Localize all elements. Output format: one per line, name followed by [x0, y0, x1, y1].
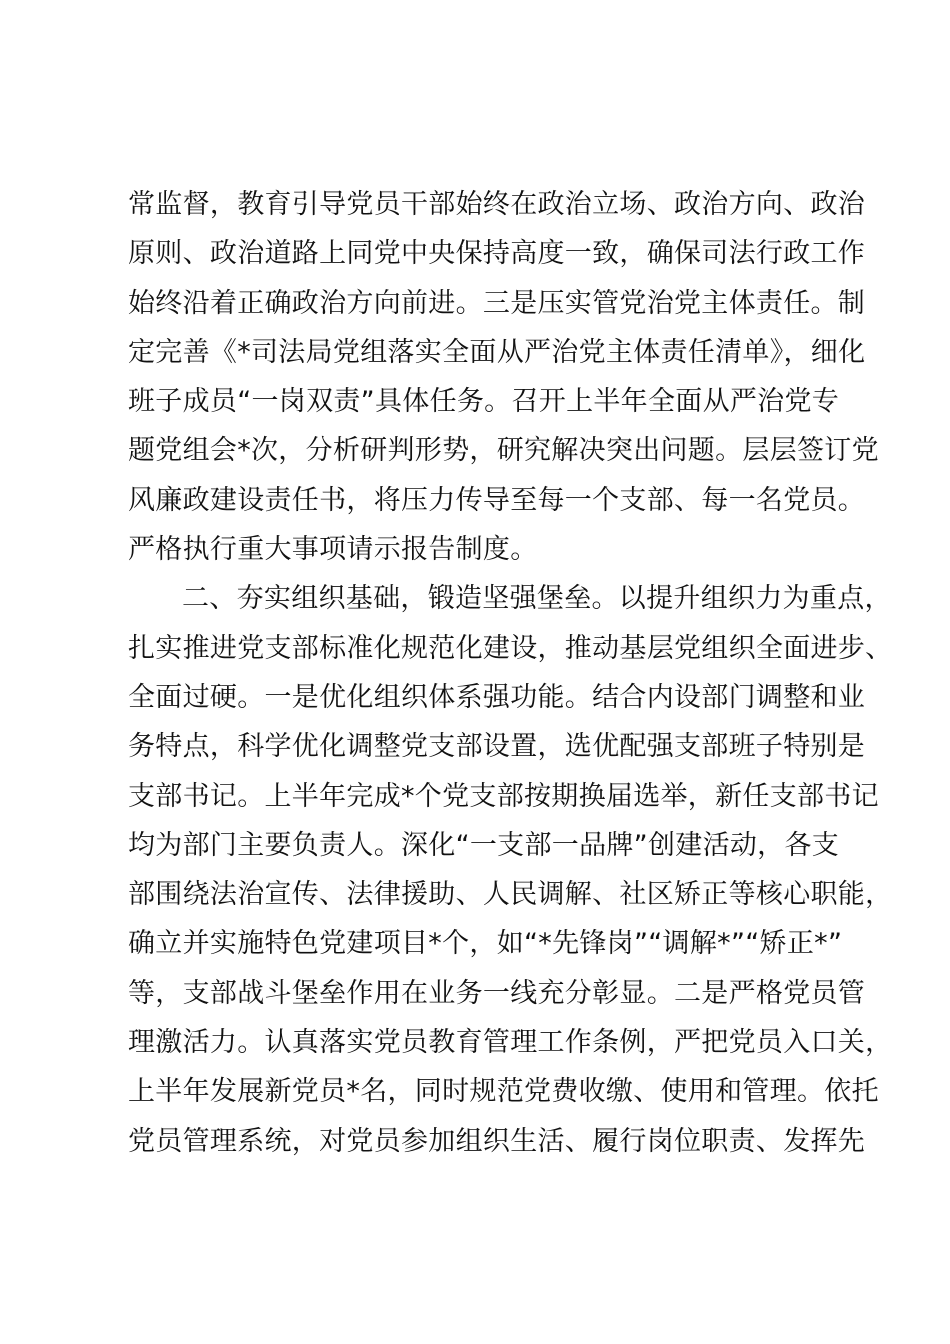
body-text — [128, 180, 893, 1166]
text-line: 支部书记。上半年完成*个党支部按期换届选举，新任支部书记 — [128, 780, 879, 812]
section-heading-line: 二、夯实组织基础，锻造坚强堡垒。以提升组织力为重点， — [182, 583, 892, 615]
text-line: 题党组会*次，分析研判形势，研究解决突出问题。层层签订党 — [128, 435, 879, 467]
text-line: 始终沿着正确政治方向前进。三是压实管党治党主体责任。制 — [128, 287, 866, 319]
text-line: 常监督，教育引导党员干部始终在政治立场、政治方向、政治 — [128, 189, 866, 220]
text-line: 全面过硬。一是优化组织体系强功能。结合内设部门调整和业 — [128, 681, 866, 713]
text-line: 原则、政治道路上同党中央保持高度一致，确保司法行政工作 — [128, 238, 866, 270]
text-line: 定完善《*司法局党组落实全面从严治党主体责任清单》，细化 — [128, 336, 866, 368]
text-line: 上半年发展新党员*名，同时规范党费收缴、使用和管理。依托 — [128, 1076, 879, 1108]
text-line: 理激活力。认真落实党员教育管理工作条例，严把党员入口关， — [128, 1027, 893, 1059]
text-line: 党员管理系统，对党员参加组织生活、履行岗位职责、发挥先 — [128, 1125, 866, 1157]
text-line: 风廉政建设责任书，将压力传导至每一个支部、每一名党员。 — [128, 484, 866, 516]
text-line: 均为部门主要负责人。深化“一支部一品牌”创建活动，各支 — [128, 829, 840, 861]
text-line: 扎实推进党支部标准化规范化建设，推动基层党组织全面进步、 — [128, 632, 893, 664]
text-line: 部围绕法治宣传、法律援助、人民调解、社区矫正等核心职能， — [128, 879, 893, 911]
text-line: 严格执行重大事项请示报告制度。 — [128, 534, 538, 566]
text-line: 等，支部战斗堡垒作用在业务一线充分彰显。二是严格党员管 — [128, 977, 866, 1009]
text-line: 确立并实施特色党建项目*个，如“*先锋岗”“调解*”“矫正*” — [128, 928, 843, 960]
text-line: 务特点，科学优化调整党支部设置，选优配强支部班子特别是 — [128, 731, 866, 763]
text-line: 班子成员“一岗双责”具体任务。召开上半年全面从严治党专 — [128, 386, 840, 418]
